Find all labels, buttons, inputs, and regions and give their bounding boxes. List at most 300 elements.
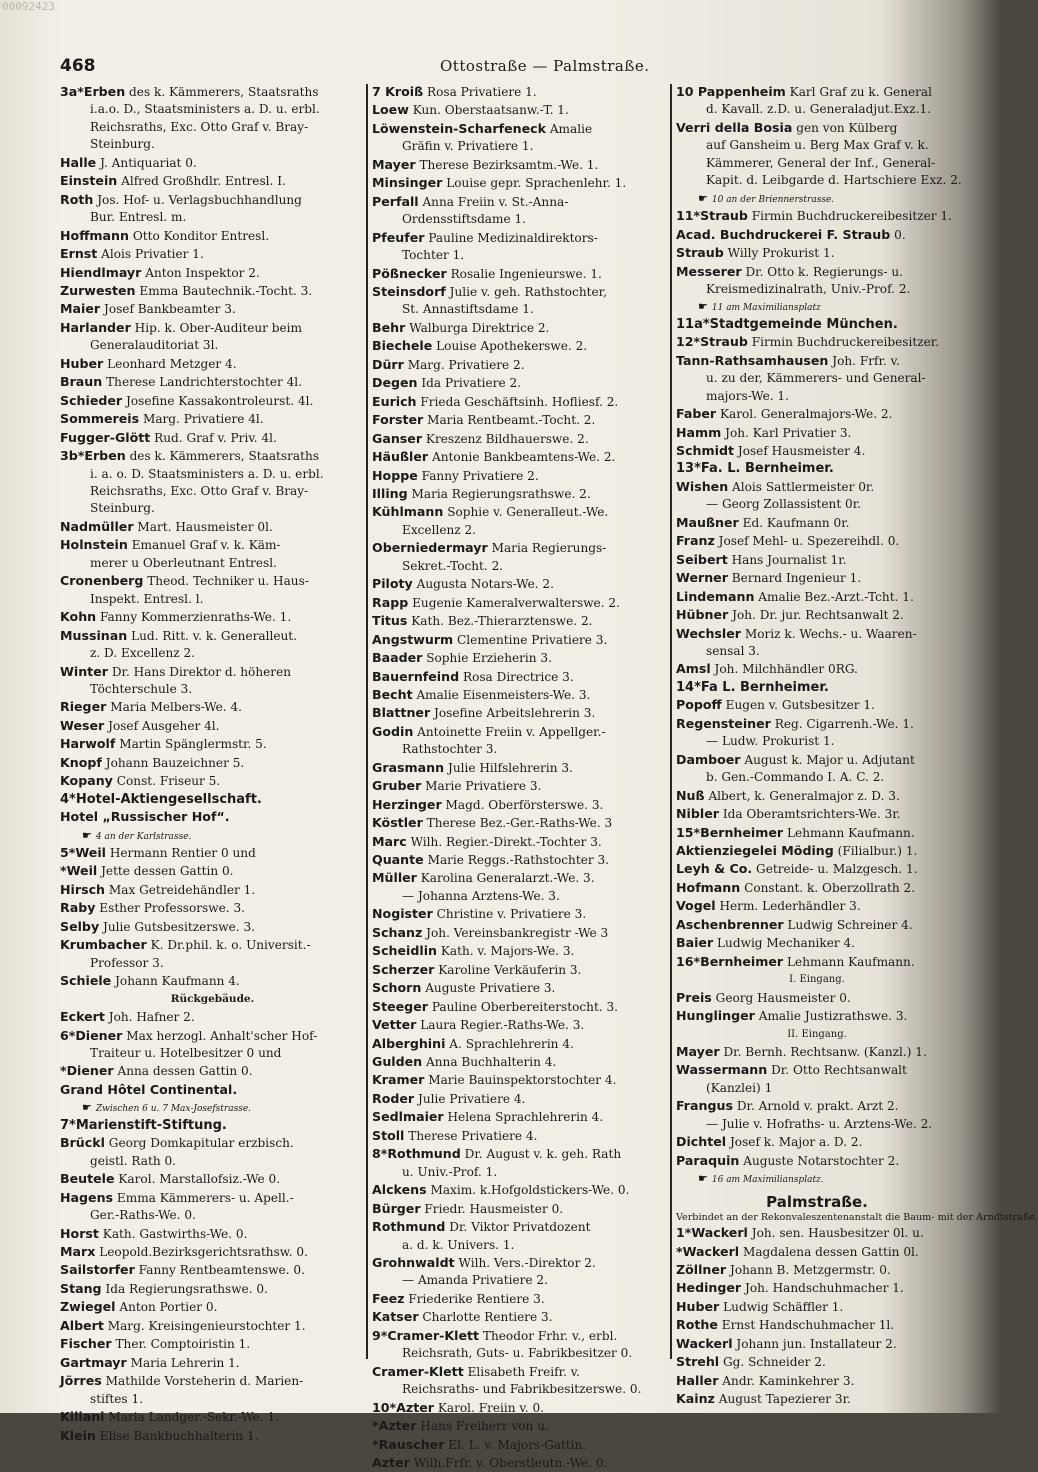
- resident-name: Forster: [372, 412, 424, 428]
- resident-name: Nuß: [676, 787, 705, 803]
- list-item: [60, 319, 365, 337]
- resident-name: Minsinger: [372, 175, 443, 191]
- list-item: [60, 429, 365, 447]
- list-item: [676, 679, 958, 696]
- resident-details: Firmin Buchdruckereibesitzer 1.: [751, 209, 952, 224]
- archive-stamp: 00092423: [2, 0, 55, 13]
- resident-details: Inspekt. Entresl. l.: [90, 591, 204, 606]
- list-item: [372, 979, 670, 997]
- resident-details: Wilh. Regier.-Direkt.-Tochter 3.: [410, 834, 602, 849]
- resident-details: Laura Regier.-Raths-We. 3.: [420, 1018, 585, 1033]
- resident-name: Hunglinger: [676, 1008, 755, 1024]
- list-item: [372, 448, 670, 466]
- resident-details: d. Kavall. z.D. u. Generaladjut.Exz.1.: [706, 102, 932, 117]
- resident-name: Nogister: [372, 906, 433, 922]
- list-item: [676, 83, 958, 101]
- list-item: [372, 796, 670, 814]
- resident-name: Knopf: [60, 754, 102, 770]
- resident-details: Getreide- u. Malzgesch. 1.: [756, 862, 918, 877]
- resident-name: Sailstorfer: [60, 1262, 135, 1278]
- resident-name: Preis: [676, 989, 712, 1005]
- resident-details: Joh. Vereinsbankregistr -We 3: [426, 925, 609, 940]
- list-item: [60, 772, 365, 790]
- list-item: [676, 316, 958, 333]
- resident-name: Messerer: [676, 263, 742, 279]
- list-item: [372, 120, 670, 138]
- list-item: [676, 1224, 958, 1242]
- list-item: [60, 1170, 365, 1188]
- resident-name: 15*Bernheimer: [676, 824, 784, 840]
- resident-details: Wilh. Vers.-Direktor 2.: [458, 1256, 596, 1270]
- resident-name: Albert: [60, 1317, 104, 1333]
- column-divider: [670, 84, 672, 1359]
- list-item: [676, 1080, 958, 1097]
- resident-details: Therese Landrichterstochter 4l.: [106, 375, 303, 390]
- resident-details: Reichsraths, Exc. Otto Graf v. Bray-: [90, 119, 309, 134]
- resident-details: Kreszenz Bildhauerswe. 2.: [425, 431, 589, 446]
- resident-details: Maxim. k.Hofgoldstickers-We. 0.: [430, 1183, 630, 1198]
- list-item: [676, 1298, 958, 1316]
- resident-details: Karl Graf zu k. General: [789, 85, 933, 99]
- resident-details: — Julie v. Hofraths- u. Arztens-We. 2.: [706, 1116, 933, 1131]
- resident-details: Ida Oberamtsrichters-We. 3r.: [722, 807, 901, 822]
- resident-details: Ed. Kaufmann 0r.: [742, 515, 850, 530]
- list-item: [372, 156, 670, 174]
- list-item: [676, 405, 958, 423]
- resident-details: Sekret.-Tocht. 2.: [402, 558, 504, 573]
- list-item: [372, 686, 670, 704]
- resident-details: Marg. Privatiere 2.: [407, 357, 525, 372]
- resident-details: stiftes 1.: [90, 1391, 144, 1406]
- list-item: [372, 942, 670, 960]
- page-number: 468: [60, 56, 96, 76]
- column-middle: [372, 83, 670, 1472]
- resident-details: Josef Hausmeister 4.: [737, 444, 866, 459]
- resident-name: Schmidt: [676, 443, 734, 459]
- list-item: [372, 1035, 670, 1053]
- list-item: [60, 1027, 365, 1045]
- list-item: [676, 625, 958, 643]
- list-item: [676, 934, 958, 952]
- resident-details: Marie Privatiere 3.: [425, 779, 542, 794]
- resident-name: Kopany: [60, 773, 113, 789]
- list-item: [372, 467, 670, 485]
- list-item: [60, 591, 365, 608]
- resident-name: Köstler: [372, 815, 423, 831]
- list-item: [60, 1280, 365, 1298]
- resident-details: Eugen v. Gutsbesitzer 1.: [725, 698, 875, 713]
- list-item: [60, 227, 365, 245]
- resident-details: Joh. Handschuhmacher 1.: [745, 1281, 904, 1296]
- list-item: [60, 844, 365, 862]
- list-item: [676, 916, 958, 934]
- resident-details: Eugenie Kameralverwalterswe. 2.: [412, 595, 620, 610]
- list-item: [372, 612, 670, 630]
- resident-name: Titus: [372, 613, 408, 629]
- list-item: [676, 155, 958, 172]
- note-text: 4 an der Karlstrasse.: [95, 831, 192, 842]
- list-item: [372, 869, 670, 887]
- list-item: [676, 1116, 958, 1133]
- resident-details: Auguste Notarstochter 2.: [743, 1153, 900, 1168]
- list-item: [372, 283, 670, 301]
- resident-name: Brückl: [60, 1135, 105, 1151]
- resident-details: Johann jun. Installateur 2.: [736, 1336, 897, 1351]
- note-text: 16 am Maximiliansplatz.: [711, 1175, 824, 1186]
- resident-name: Frangus: [676, 1098, 733, 1114]
- list-item: [372, 851, 670, 869]
- resident-details: Kapit. d. Leibgarde d. Hartschiere Exz. 2.: [706, 173, 962, 188]
- resident-details: Reichsraths, Exc. Otto Graf v. Bray-: [90, 483, 309, 498]
- resident-name: Vetter: [372, 1017, 417, 1033]
- resident-name: Pfeufer: [372, 229, 425, 245]
- resident-name: 4*Hotel-Aktiengesellschaft.: [60, 791, 262, 807]
- resident-details: Maria Melbers-We. 4.: [110, 700, 243, 715]
- resident-details: Kreismedizinalrath, Univ.-Prof. 2.: [706, 281, 911, 296]
- resident-name: Rapp: [372, 594, 409, 610]
- list-item: [60, 1045, 365, 1062]
- resident-details: Tochter 1.: [402, 248, 465, 263]
- list-item: [60, 862, 365, 880]
- resident-details: Gräfin v. Privatiere 1.: [402, 139, 534, 154]
- resident-name: Rothmund: [372, 1219, 446, 1235]
- resident-details: Julie Gutsbesitzerswe. 3.: [103, 919, 255, 934]
- list-item: [676, 244, 958, 262]
- list-item: [372, 594, 670, 612]
- list-item: [676, 442, 958, 460]
- pointing-hand-icon: ☛: [698, 1172, 708, 1186]
- note-text: Zwischen 6 u. 7 Max-Josefstrasse.: [95, 1104, 252, 1115]
- list-item: [60, 172, 365, 190]
- resident-name: Gartmayr: [60, 1354, 127, 1370]
- list-item: [676, 532, 958, 550]
- resident-details: a. d. k. Univers. 1.: [402, 1237, 515, 1252]
- list-item: [60, 1062, 365, 1080]
- list-item: [676, 226, 958, 244]
- resident-details: Jette dessen Gattin 0.: [101, 864, 234, 879]
- list-item: [676, 263, 958, 281]
- resident-details: Reichsraths- und Fabrikbesitzerswe. 0.: [402, 1382, 642, 1397]
- resident-name: Hamm: [676, 424, 722, 440]
- list-item: [60, 955, 365, 972]
- resident-details: Albert, k. Generalmajor z. D. 3.: [708, 788, 900, 803]
- resident-details: Dr. August v. k. geh. Rath: [464, 1147, 622, 1162]
- list-item: [60, 154, 365, 172]
- resident-details: Maria Lehrerin 1.: [130, 1355, 240, 1370]
- resident-details: Alfred Großhdlr. Entresl. I.: [121, 174, 286, 189]
- resident-details: Anna dessen Gattin 0.: [117, 1064, 253, 1079]
- resident-details: Fanny Kommerzienraths-We. 1.: [99, 610, 292, 625]
- resident-name: Feez: [372, 1290, 405, 1306]
- note-text: 11 am Maximiliansplatz: [711, 303, 821, 314]
- list-item: [676, 172, 962, 189]
- resident-name: Blattner: [372, 705, 431, 721]
- resident-name: Quante: [372, 852, 424, 868]
- resident-name: Schorn: [372, 980, 422, 996]
- list-item: [372, 905, 670, 923]
- resident-name: Behr: [372, 319, 406, 335]
- resident-details: Töchterschule 3.: [90, 681, 193, 696]
- resident-name: Strehl: [676, 1354, 720, 1370]
- list-item: [676, 388, 958, 405]
- resident-name: Mayer: [676, 1043, 720, 1059]
- resident-details: Ordensstiftsdame 1.: [402, 212, 527, 227]
- resident-details: August k. Major u. Adjutant: [744, 752, 915, 767]
- resident-details: Marg. Kreisingenieurstochter 1.: [107, 1318, 306, 1333]
- resident-name: Hagens: [60, 1189, 114, 1205]
- resident-details: sensal 3.: [706, 644, 760, 659]
- resident-details: Therese Privatiere 4.: [408, 1128, 538, 1143]
- list-item: [676, 953, 958, 971]
- list-item: [60, 355, 365, 373]
- resident-details: Bur. Entresl. m.: [90, 210, 187, 225]
- resident-details: Dr. Otto k. Regierungs- u.: [745, 264, 903, 279]
- list-item: [676, 897, 958, 915]
- resident-details: (Kanzlei) 1: [706, 1080, 773, 1095]
- pointing-hand-icon: ☛: [82, 828, 92, 842]
- resident-details: Charlotte Rentiere 3.: [422, 1310, 553, 1325]
- resident-details: Emma Kämmerers- u. Apell.-: [116, 1190, 294, 1205]
- list-item: [60, 608, 365, 626]
- resident-details: Julie v. geh. Rathstochter,: [449, 284, 607, 299]
- resident-name: Zwiegel: [60, 1299, 116, 1315]
- resident-details: El. L. v. Majors-Gattin.: [448, 1437, 587, 1452]
- resident-name: Loew: [372, 102, 409, 118]
- list-item: [372, 741, 670, 758]
- resident-details: Reg. Cigarrenh.-We. 1.: [774, 716, 914, 731]
- resident-details: Excellenz 2.: [402, 522, 477, 537]
- list-item: [372, 1218, 670, 1236]
- list-item: [676, 769, 958, 786]
- list-item: [60, 1354, 365, 1372]
- resident-name: Werner: [676, 570, 728, 586]
- resident-name: Kainz: [676, 1391, 715, 1407]
- resident-name: Katser: [372, 1309, 419, 1325]
- column-right: [676, 83, 1038, 1409]
- resident-details: Steinburg.: [90, 137, 155, 152]
- resident-details: Hip. k. Ober-Auditeur beim: [134, 320, 302, 335]
- list-item: [60, 1243, 365, 1261]
- list-item: [60, 209, 365, 226]
- resident-name: Kramer: [372, 1072, 425, 1088]
- directional-note: [60, 1099, 365, 1116]
- list-item: [676, 1335, 958, 1353]
- resident-details: St. Annastiftsdame 1.: [402, 302, 534, 317]
- list-item: [60, 1117, 365, 1134]
- resident-name: Wassermann: [676, 1062, 768, 1078]
- list-item: [60, 1408, 365, 1426]
- directional-note: [676, 190, 958, 207]
- resident-name: 7 Kroiß: [372, 84, 424, 99]
- list-item: [60, 791, 365, 808]
- list-item: [372, 83, 670, 101]
- resident-name: Fugger-Glött: [60, 429, 151, 445]
- resident-name: Cronenberg: [60, 573, 144, 589]
- resident-name: Huber: [60, 355, 104, 371]
- resident-name: Eurich: [372, 393, 417, 409]
- resident-details: z. D. Excellenz 2.: [90, 646, 196, 661]
- resident-name: Dichtel: [676, 1134, 727, 1150]
- resident-details: Marie Bauinspektorstochter 4.: [428, 1073, 617, 1088]
- list-item: [372, 1417, 670, 1435]
- list-item: [676, 842, 958, 860]
- list-item: [676, 1390, 958, 1408]
- resident-details: Johann B. Metzgermstr. 0.: [730, 1262, 891, 1277]
- list-item: [60, 572, 365, 590]
- list-item: [60, 663, 365, 681]
- resident-name: Piloty: [372, 576, 413, 592]
- resident-details: i. a. o. D. Staatsministers a. D. u. erbl.: [90, 466, 324, 481]
- list-item: [372, 539, 670, 557]
- resident-name: Sedlmaier: [372, 1109, 444, 1125]
- directional-note: [676, 298, 958, 315]
- list-item: [60, 881, 365, 899]
- resident-details: Moriz k. Wechs.- u. Waaren-: [744, 626, 917, 641]
- resident-name: 9*Cramer-Klett: [372, 1327, 480, 1343]
- list-item: [676, 696, 958, 714]
- resident-details: Anton Portier 0.: [119, 1300, 218, 1315]
- pointing-hand-icon: ☛: [698, 300, 708, 314]
- list-item: [60, 1008, 365, 1026]
- resident-name: Herzinger: [372, 796, 442, 812]
- resident-name: Kühlmann: [372, 504, 444, 520]
- resident-details: Joh. Milchhändler 0RG.: [714, 662, 858, 677]
- resident-details: Julie Hilfslehrerin 3.: [447, 760, 573, 775]
- list-item: [676, 787, 958, 805]
- list-item: [372, 649, 670, 667]
- resident-details: Ther. Comptoiristin 1.: [115, 1337, 251, 1352]
- resident-details: Pauline Medizinaldirektors-: [428, 230, 598, 245]
- list-item: [372, 1363, 670, 1381]
- resident-details: Amalie Justizrathswe. 3.: [758, 1009, 908, 1024]
- resident-details: Otto Konditor Entresl.: [132, 228, 270, 243]
- resident-details: Augusta Notars-We. 2.: [416, 577, 554, 592]
- resident-details: Maria Landger.-Sekr.-We. 1.: [108, 1410, 280, 1425]
- list-item: [60, 1189, 365, 1207]
- resident-name: Leyh & Co.: [676, 861, 753, 877]
- list-item: [60, 191, 365, 209]
- resident-name: Roth: [60, 191, 94, 207]
- resident-name: Schiele: [60, 973, 112, 989]
- list-item: [372, 1090, 670, 1108]
- list-item: [676, 1261, 958, 1279]
- resident-name: Weser: [60, 717, 105, 733]
- resident-details: Kämmerer, General der Inf., General-: [706, 155, 936, 170]
- resident-name: Grohnwaldt: [372, 1255, 455, 1270]
- list-item: [372, 1200, 670, 1218]
- resident-name: Löwenstein-Scharfeneck: [372, 120, 546, 136]
- resident-details: Magd. Oberförsterswe. 3.: [445, 797, 604, 812]
- list-item: [372, 503, 670, 521]
- resident-details: Amalie Eisenmeisters-We. 3.: [416, 687, 591, 702]
- resident-name: Jörres: [60, 1373, 102, 1389]
- resident-details: K. Dr.phil. k. o. Universit.-: [150, 938, 311, 953]
- resident-name: Oberniedermayr: [372, 540, 488, 556]
- resident-name: Stoll: [372, 1127, 405, 1143]
- list-item: [60, 282, 365, 300]
- resident-details: — Ludw. Prokurist 1.: [706, 734, 835, 749]
- resident-details: Lehmann Kaufmann.: [787, 954, 915, 969]
- list-item: [60, 264, 365, 282]
- resident-name: 8*Rothmund: [372, 1146, 461, 1162]
- resident-name: Grand Hôtel Continental.: [60, 1081, 238, 1097]
- resident-name: Haller: [676, 1372, 719, 1388]
- list-item: [60, 373, 365, 391]
- resident-name: *Diener: [60, 1063, 114, 1079]
- resident-name: Stang: [60, 1280, 102, 1296]
- resident-details: Joh. Dr. jur. Rechtsanwalt 2.: [732, 608, 904, 623]
- list-item: [676, 643, 958, 660]
- list-item: [372, 411, 670, 429]
- resident-details: Rud. Graf v. Priv. 4l.: [154, 430, 277, 445]
- resident-details: Clementine Privatiere 3.: [457, 632, 608, 647]
- resident-details: Karol. Marstallofsiz.-We 0.: [118, 1172, 281, 1187]
- list-item: [60, 1427, 365, 1445]
- resident-name: Damboer: [676, 751, 741, 767]
- resident-name: Ernst: [60, 246, 98, 262]
- resident-details: Leopold.Bezirksgerichtsrathsw. 0.: [99, 1244, 308, 1259]
- list-item: [372, 1127, 670, 1145]
- resident-details: Joh. Frfr. v.: [832, 353, 900, 368]
- list-item: [372, 1399, 670, 1417]
- resident-name: Wechsler: [676, 625, 741, 641]
- resident-details: Johann Kaufmann 4.: [115, 974, 240, 989]
- list-item: [372, 1327, 670, 1345]
- list-item: [676, 424, 958, 442]
- list-item: [60, 119, 365, 136]
- list-item: [60, 136, 365, 153]
- list-item: [60, 500, 365, 517]
- resident-details: Alois Sattlermeister 0r.: [732, 479, 875, 494]
- list-item: [60, 1261, 365, 1279]
- list-item: [372, 1345, 670, 1362]
- resident-details: — Georg Zollassistent 0r.: [706, 497, 862, 512]
- resident-name: Baier: [676, 935, 714, 951]
- resident-name: Nibler: [676, 806, 719, 822]
- resident-details: Esther Professorswe. 3.: [99, 901, 245, 916]
- list-item: [60, 698, 365, 716]
- resident-details: Kath. v. Majors-We. 3.: [440, 944, 575, 959]
- resident-details: Theodor Frhr. v., erbl.: [482, 1328, 618, 1343]
- resident-details: Josefine Arbeitslehrerin 3.: [434, 706, 596, 721]
- resident-details: Fanny Privatiere 2.: [421, 468, 539, 483]
- resident-details: Firmin Buchdruckereibesitzer.: [751, 335, 940, 350]
- resident-details: Willy Prokurist 1.: [727, 246, 835, 261]
- resident-name: Alberghini: [372, 1035, 446, 1051]
- resident-details: majors-We. 1.: [706, 388, 789, 403]
- resident-details: Georg Domkapitular erzbisch.: [108, 1136, 294, 1151]
- resident-details: Kath. Gastwirths-We. 0.: [102, 1226, 248, 1241]
- resident-name: Braun: [60, 374, 103, 390]
- list-item: [676, 1316, 958, 1334]
- resident-details: Joh. sen. Hausbesitzer 0l. u.: [751, 1226, 924, 1241]
- list-item: [676, 1353, 958, 1371]
- section-label: Rückgebäude.: [170, 992, 255, 1005]
- resident-details: Mathilde Vorsteherin d. Marien-: [105, 1374, 304, 1389]
- list-item: [676, 496, 958, 513]
- resident-details: Josef Mehl- u. Spezereihdl. 0.: [718, 534, 900, 549]
- resident-details: Friederike Rentiere 3.: [408, 1291, 545, 1306]
- resident-details: Marg. Privatiere 4l.: [142, 412, 264, 427]
- resident-name: Schieder: [60, 392, 123, 408]
- list-item: [372, 1272, 670, 1289]
- resident-details: Rosalie Ingenieurswe. 1.: [450, 266, 602, 281]
- resident-details: Leonhard Metzger 4.: [107, 356, 237, 371]
- resident-name: Perfall: [372, 193, 419, 209]
- resident-name: Mussinan: [60, 627, 128, 643]
- resident-details: Louise gepr. Sprachenlehr. 1.: [446, 176, 627, 191]
- resident-details: Anna Buchhalterin 4.: [426, 1055, 557, 1070]
